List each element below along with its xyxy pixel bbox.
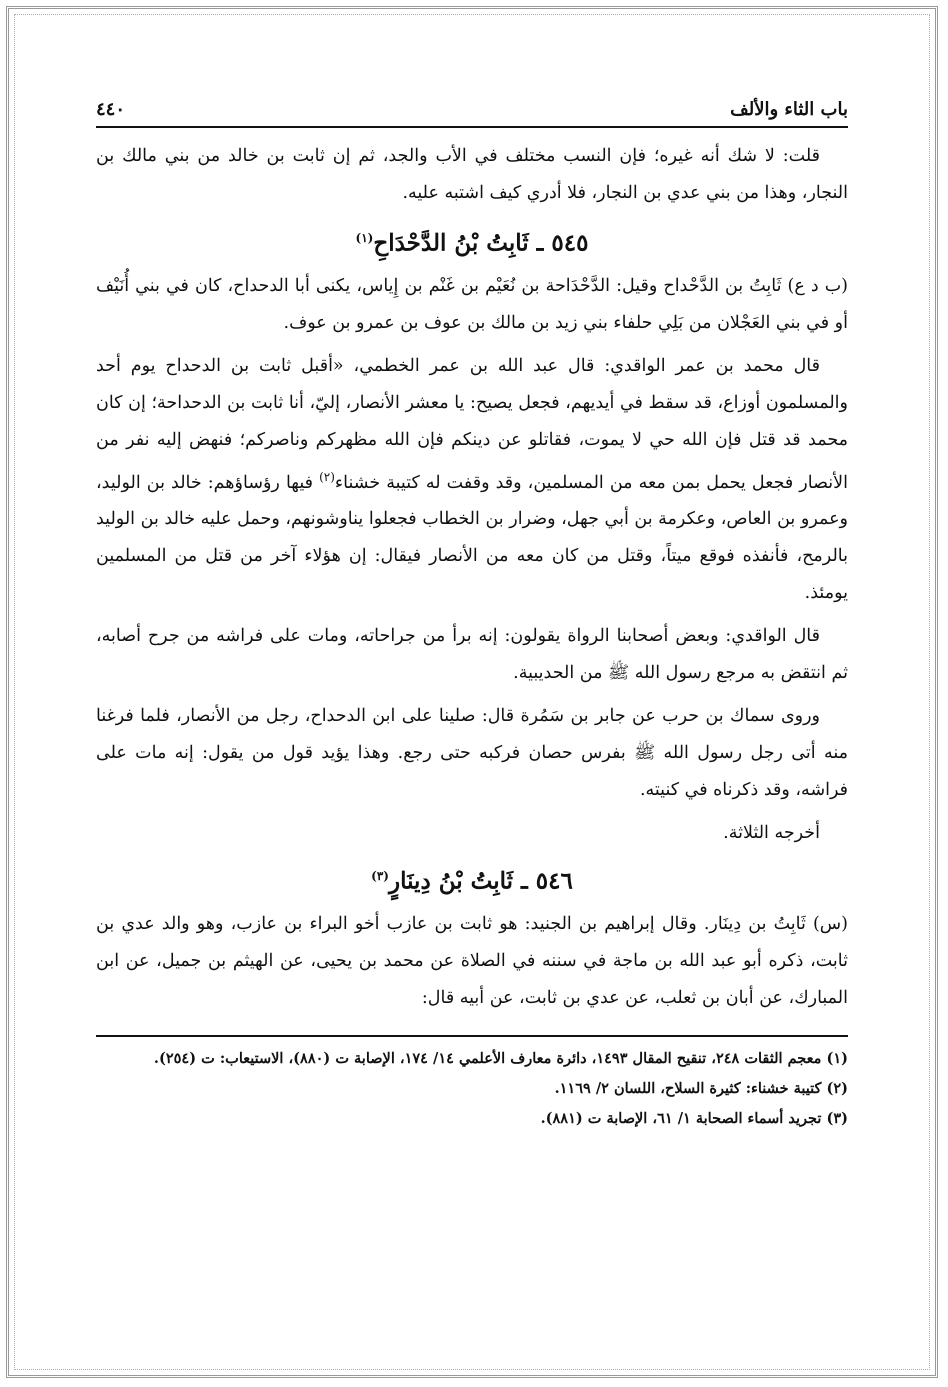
paragraph-6: أخرجه الثلاثة. [723,823,820,844]
entry-546-title: ٥٤٦ ـ ثَابِتُ بْنُ دِينَارٍ [388,868,573,896]
paragraph-3-part-b: فيها رؤساؤهم: خالد بن الوليد، وعمرو بن العاص، وعكرمة بن أبي جهل، وضرار بن الخطاب فجعلوا يناوشونهم، وحمل عليه خالد بن الوليد بالرمح، فأنفذه فوقع ميتاً، وقتل من كان معه من الأنصار فيقال: إن هؤلاء آخر من قتل من المسلمين يومئذ. [96,472,848,604]
footnote-1: (١) معجم الثقات ٢٤٨، تنقيح المقال ١٤٩٣، دائرة معارف الأعلمي ١٤/ ١٧٤، الإصابة ت (٨٨٠)، الاستيعاب: ت (٢٥٤). [153,1050,848,1068]
footnotes [96,1045,848,1132]
footnote-divider [96,1035,848,1037]
paragraph-7: (س) ثَابِتُ بن دِينَار. وقال إبراهيم بن الجنيد: هو ثابت بن عازب أخو البراء بن عازب، وهو والد عدي بن ثابت، ذكره أبو عبد الله بن ماجة في سننه في الصلاة عن محمد بن يحيى، عن الهيثم بن جميل، عن ابن المبارك، عن أبان بن ثعلب، عن عدي بن ثابت، عن أبيه قال: [96,914,848,1009]
entry-545-title: ٥٤٥ ـ ثَابِتُ بْنُ الدَّحْدَاحِ [373,229,589,257]
book-page [96,92,848,1135]
entry-545-footnote-ref[interactable]: (١) [355,231,374,245]
main-text [96,138,848,1017]
paragraph-2: (ب د ع) ثَابِتُ بن الدَّحْداح وقيل: الدَّحْدَاحة بن نُعَيْم بن غَنْم بن إِياس، يكنى أبا الدحداح، كان في بني أُنَيْف أو في بني العَجْلان من بَلِي حلفاء بني زيد بن مالك بن عوف بن عمرو بن عوف. [96,275,848,333]
paragraph-5: وروى سماك بن حرب عن جابر بن سَمُرة قال: صلينا على ابن الدحداح، رجل من الأنصار، فلما فرغنا منه أتى رجل رسول الله ﷺ بفرس حصان فركبه حتى رجع. وهذا يؤيد قول من يقول: إنه مات على فراشه، وقد ذكرناه في كنيته. [96,706,848,801]
paragraph-3-footnote-ref[interactable]: (٢) [319,469,335,484]
entry-546-footnote-ref[interactable]: (٣) [371,869,389,884]
footnote-3: (٣) تجريد أسماء الصحابة ١/ ٦١، الإصابة ت (٨٨١). [540,1110,848,1128]
paragraph-1: قلت: لا شك أنه غيره؛ فإن النسب مختلف في الأب والجد، ثم إن ثابت بن خالد من بني مالك بن النجار، وهذا من بني عدي بن النجار، فلا أدري كيف اشتبه عليه. [96,146,848,203]
paragraph-3-part-a: قال محمد بن عمر الواقدي: قال عبد الله بن عمر الخطمي، «أقبل ثابت بن الدحداح يوم أحد والمسلمون أوزاع، قد سقط في أيديهم، فجعل يصيح: يا معشر الأنصار، إليّ، أنا ثابت بن الدحداحة؛ إن كان محمد قد قتل فإن الله حي لا يموت، فقاتلو عن دينكم فإن الله مظهركم وناصركم؛ فنهض إليه نفر من الأنصار فجعل يحمل بمن معه من المسلمين، وقد وقفت له كتيبة خشناء [96,355,848,493]
entry-546-heading [96,856,848,902]
page-number: ٤٤٠ [96,99,126,120]
paragraph-4: قال الواقدي: وبعض أصحابنا الرواة يقولون: إنه برأ من جراحاته، ومات على فراشه من جرح أصابه، ثم انتقض به مرجع رسول الله ﷺ من الحديبية. [96,626,848,684]
running-title: باب الثاء والألف [730,99,848,120]
page-header [96,92,848,128]
footnote-2: (٢) كتيبة خشناء: كثيرة السلاح، اللسان ٢/ ١١٦٩. [554,1080,848,1098]
entry-545-heading [96,218,848,264]
paragraph-3 [96,348,848,613]
